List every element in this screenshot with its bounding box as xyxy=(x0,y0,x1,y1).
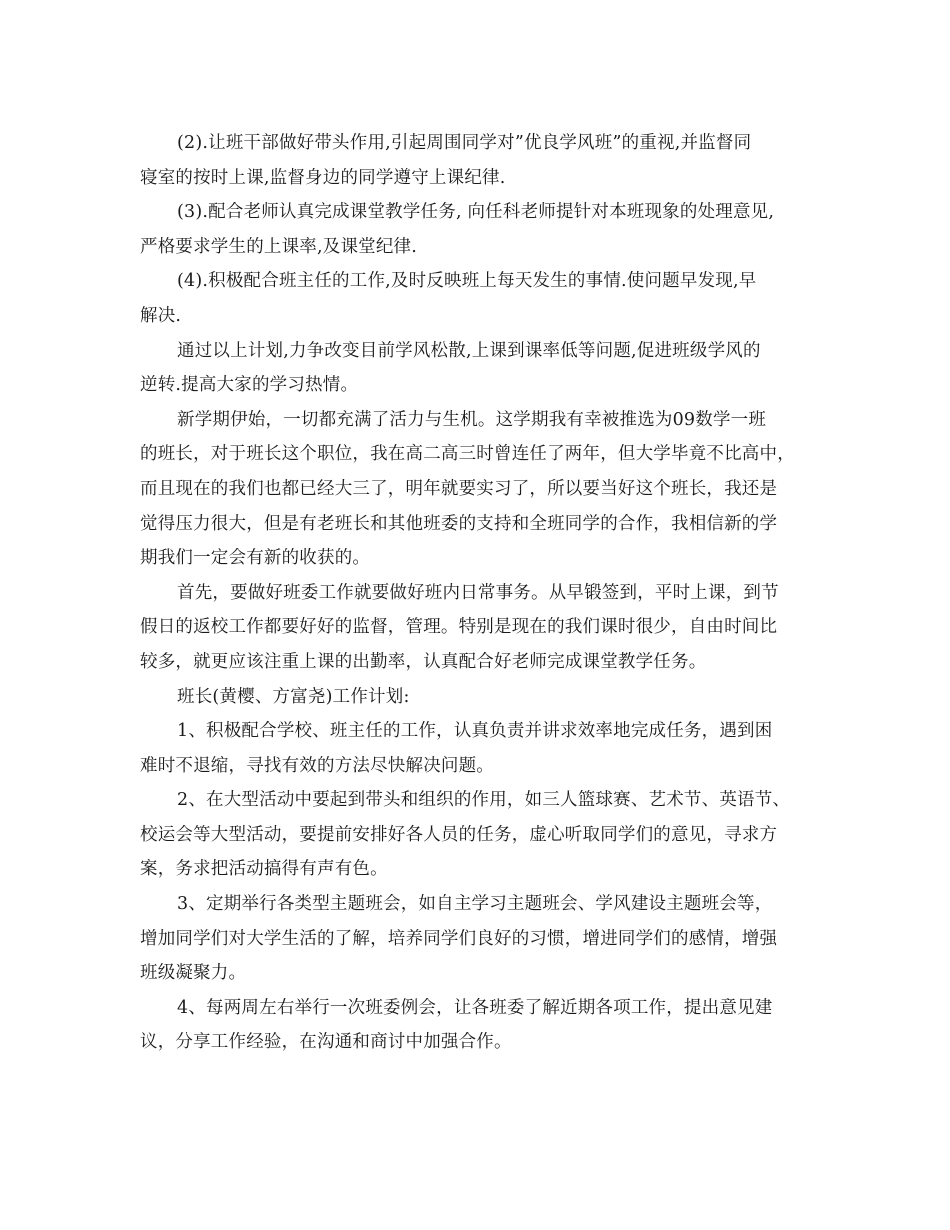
text-line: 2、在大型活动中要起到带头和组织的作用，如三人篮球赛、艺术节、英语节、 xyxy=(177,790,791,811)
paragraph xyxy=(140,783,820,887)
text-line: 逆转.提高大家的学习热情。 xyxy=(140,375,359,396)
text-line: (2).让班干部做好带头作用,引起周围同学对”优良学风班”的重视,并监督同 xyxy=(177,133,752,153)
paragraph xyxy=(140,887,820,991)
paragraph xyxy=(140,264,820,333)
text-line: 首先，要做好班委工作就要做好班内日常事务。从早锻签到，平时上课，到节 xyxy=(177,582,779,603)
paragraph xyxy=(140,403,820,576)
text-line: 议，分享工作经验，在沟通和商讨中加强合作。 xyxy=(140,1032,512,1053)
text-line: 寝室的按时上课,监督身边的同学遵守上课纪律. xyxy=(140,167,506,188)
text-line: 期我们一定会有新的收获的。 xyxy=(140,548,371,569)
text-line: 班级凝聚力。 xyxy=(140,963,247,984)
text-line: 较多，就更应该注重上课的出勤率，认真配合好老师完成课堂教学任务。 xyxy=(140,651,707,672)
text-line: 4、每两周左右举行一次班委例会，让各班委了解近期各项工作，提出意见建 xyxy=(177,997,773,1018)
paragraph xyxy=(140,195,820,264)
text-line: 而且现在的我们也都已经大三了，明年就要实习了，所以要当好这个班长，我还是 xyxy=(140,478,778,499)
paragraph xyxy=(140,991,820,1060)
text-line: 觉得压力很大，但是有老班长和其他班委的支持和全班同学的合作，我相信新的学 xyxy=(140,513,778,534)
text-line: 难时不退缩，寻找有效的方法尽快解决问题。 xyxy=(140,755,494,776)
text-line: (4).积极配合班主任的工作,及时反映班上每天发生的事情.使问题早发现,早 xyxy=(177,271,757,292)
text-line: 班长(黄樱、方富尧)工作计划: xyxy=(177,686,410,707)
text-line: 案，务求把活动搞得有声有色。 xyxy=(140,859,388,880)
text-line: (3).配合老师认真完成课堂教学任务, 向任科老师提针对本班现象的处理意见, xyxy=(177,202,775,223)
text-line: 1、积极配合学校、班主任的工作，认真负责并讲求效率地完成任务，遇到困 xyxy=(177,721,773,742)
text-line: 3、定期举行各类型主题班会，如自主学习主题班会、学风建设主题班会等， xyxy=(177,894,773,915)
text-line: 解决. xyxy=(140,305,182,326)
paragraph xyxy=(140,334,820,403)
text-line: 增加同学们对大学生活的了解，培养同学们良好的习惯，增进同学们的感情，增强 xyxy=(140,928,778,949)
text-line: 校运会等大型活动，要提前安排好各人员的任务，虚心听取同学们的意见，寻求方 xyxy=(140,824,778,845)
text-line: 假日的返校工作都要好好的监督，管理。特别是现在的我们课时很少，自由时间比 xyxy=(140,617,778,638)
paragraph xyxy=(140,680,820,715)
paragraph xyxy=(140,714,820,783)
text-line: 的班长，对于班长这个职位，我在高二高三时曾连任了两年，但大学毕竟不比高中， xyxy=(140,444,795,465)
text-line: 通过以上计划,力争改变目前学风松散,上课到课率低等问题,促进班级学风的 xyxy=(177,340,761,361)
text-line: 严格要求学生的上课率,及课堂纪律. xyxy=(140,236,418,257)
text-line: 新学期伊始，一切都充满了活力与生机。这学期我有幸被推选为09数学一班 xyxy=(177,409,767,430)
paragraph xyxy=(140,576,820,680)
paragraph xyxy=(140,126,820,195)
document-body xyxy=(140,126,820,1060)
